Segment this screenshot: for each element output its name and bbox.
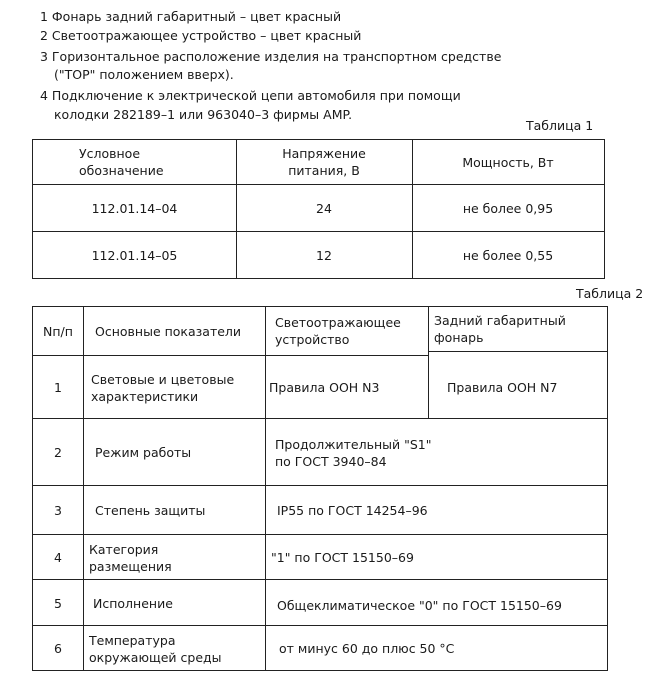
- table2-vline: [428, 307, 429, 418]
- table1-cell-voltage: 24: [316, 201, 332, 216]
- table2-row-indicator: Исполнение: [93, 595, 173, 611]
- table2-row-number: 4: [54, 550, 62, 565]
- table2-header-reflector: Светоотражающее устройство: [275, 315, 401, 347]
- note-line-3: 3 Горизонтальное расположение изделия на транспортном средстве: [40, 49, 502, 64]
- table1-cell-designation: 112.01.14–05: [91, 248, 178, 263]
- table2-row-indicator: Степень защиты: [95, 503, 206, 518]
- table2-row-indicator: Световые и цветовые характеристики: [91, 371, 235, 404]
- table1-header-designation: Условное обозначение: [79, 146, 164, 178]
- table2-hline: [33, 418, 607, 419]
- table2-row-number: 3: [54, 503, 62, 518]
- table2-hline: [33, 485, 607, 486]
- table1-header-power: Мощность, Вт: [462, 154, 554, 170]
- table2-header-rear-lamp: Задний габаритный фонарь: [434, 313, 566, 345]
- table2-row-value: Продолжительный "S1" по ГОСТ 3940–84: [275, 436, 432, 469]
- table2-row-value: Общеклиматическое "0" по ГОСТ 15150–69: [277, 597, 562, 613]
- table1-cell-designation: 112.01.14–04: [91, 201, 178, 216]
- table2-vline: [265, 307, 266, 670]
- table2-row-reflector: Правила ООН N3: [269, 380, 380, 395]
- table2-vline: [83, 307, 84, 670]
- table2-row-indicator: Температура окружающей среды: [89, 632, 222, 665]
- note-line-2: 2 Светоотражающее устройство – цвет красный: [40, 28, 362, 43]
- table2-hline: [428, 351, 607, 352]
- table2: [32, 306, 608, 671]
- table2-hline: [33, 579, 607, 580]
- note-line-4-cont: колодки 282189–1 или 963040–3 фирмы AMP.: [54, 107, 353, 122]
- table1-cell-voltage: 12: [316, 248, 332, 263]
- table2-row-value: IP55 по ГОСТ 14254–96: [277, 503, 428, 518]
- table2-row-number: 1: [54, 380, 62, 395]
- table2-row-indicator: Режим работы: [95, 445, 192, 460]
- table2-row-number: 2: [54, 445, 62, 460]
- table1-cell-power: не более 0,95: [462, 201, 554, 216]
- table1-header-voltage: Напряжение питания, В: [282, 146, 366, 178]
- table1-cell-power: не более 0,55: [462, 248, 554, 263]
- table2-row-number: 5: [54, 595, 62, 611]
- table2-row-indicator: Категория размещения: [89, 541, 172, 574]
- note-line-1: 1 Фонарь задний габаритный – цвет красный: [40, 9, 342, 24]
- table2-hline: [33, 534, 607, 535]
- note-line-3-cont: ("TOP" положением вверх).: [54, 67, 234, 82]
- table2-hline: [33, 355, 428, 356]
- table2-row-rear-lamp: Правила ООН N7: [447, 380, 558, 395]
- table2-header-number: Nп/п: [43, 323, 73, 339]
- table1: [32, 139, 605, 279]
- table2-header-indicators: Основные показатели: [95, 323, 242, 339]
- table2-caption: Таблица 2: [576, 286, 644, 301]
- table1-caption: Таблица 1: [526, 118, 594, 133]
- note-line-4: 4 Подключение к электрической цепи автомобиля при помощи: [40, 88, 461, 103]
- table1-hline: [33, 184, 604, 185]
- table2-row-number: 6: [54, 641, 62, 656]
- table2-row-value: "1" по ГОСТ 15150–69: [271, 550, 414, 565]
- table2-row-value: от минус 60 до плюс 50 °С: [279, 641, 455, 656]
- table1-hline: [33, 231, 604, 232]
